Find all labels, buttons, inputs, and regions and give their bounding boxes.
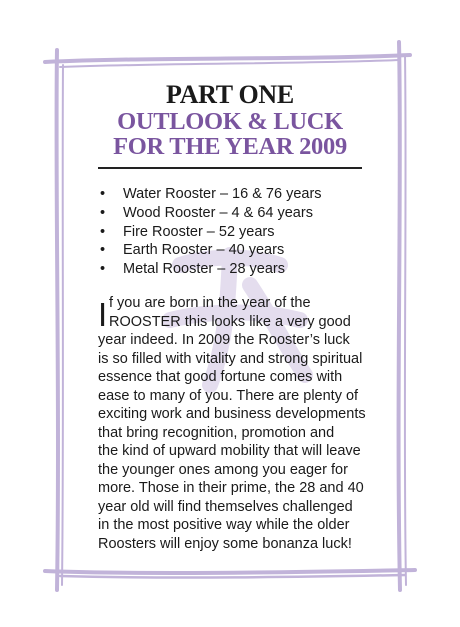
paragraph-line: is so filled with vitality and strong spiritual xyxy=(98,350,363,367)
paragraph-line: ease to many of you. There are plenty of xyxy=(98,387,359,404)
paragraph-line: year old will find themselves challenged xyxy=(98,498,353,515)
paragraph-line: the kind of upward mobility that will leave xyxy=(98,443,361,460)
paragraph-line: in the most positive way while the older xyxy=(98,517,350,534)
list-item: • Earth Rooster – 40 years xyxy=(98,241,362,260)
paragraph-line: essence that good fortune comes with xyxy=(98,369,343,386)
title-line-1: PART ONE xyxy=(166,80,294,109)
paragraph-line: exciting work and business developments xyxy=(98,406,366,423)
paragraph-line: that bring recognition, promotion and xyxy=(98,424,335,441)
list-item: • Fire Rooster – 52 years xyxy=(98,223,362,242)
rooster-ages-list xyxy=(98,185,362,278)
title-line-3: FOR THE YEAR 2009 xyxy=(113,132,347,160)
list-item: • Metal Rooster – 28 years xyxy=(98,260,362,279)
paragraph-line: ROOSTER this looks like a very good xyxy=(109,313,351,330)
page-content xyxy=(98,80,366,553)
title-divider xyxy=(98,167,362,169)
list-item: • Water Rooster – 16 & 76 years xyxy=(98,185,362,204)
paragraph-line: more. Those in their prime, the 28 and 40 xyxy=(98,480,364,497)
drop-cap: I xyxy=(98,296,108,334)
title-line-2: OUTLOOK & LUCK xyxy=(117,107,343,135)
paragraph-line: year indeed. In 2009 the Rooster’s luck xyxy=(98,332,350,349)
paragraph-line: Roosters will enjoy some bonanza luck! xyxy=(98,535,352,552)
outlook-paragraph xyxy=(98,294,366,553)
list-item: • Wood Rooster – 4 & 64 years xyxy=(98,204,362,223)
page-title xyxy=(98,82,362,158)
paragraph-line: the younger ones among you eager for xyxy=(98,461,348,478)
paragraph-line: f you are born in the year of the xyxy=(109,295,311,312)
